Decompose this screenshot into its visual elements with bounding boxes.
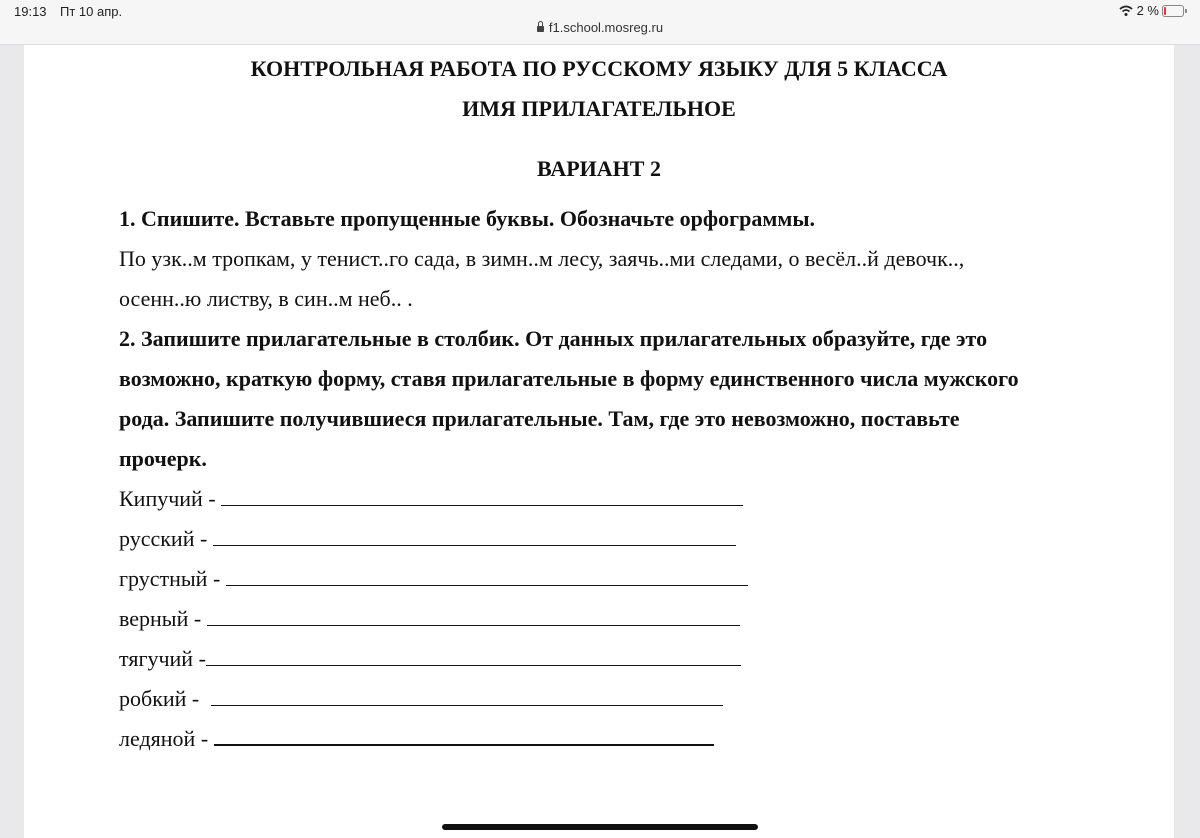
task2-text-line4: прочерк. xyxy=(119,446,207,471)
answer-row-ledyanoy xyxy=(119,726,714,752)
lock-icon xyxy=(537,26,544,32)
document-page xyxy=(24,45,1174,838)
task1-text-line1: По узк..м тропкам, у тенист..го сада, в зимн..м лесу, заячь..ми следами, о весёл..й девочк.., xyxy=(119,246,965,271)
task1-text-line2: осенн..ю листву, в син..м неб.. . xyxy=(119,286,413,311)
word-label: русский - xyxy=(119,526,213,551)
system-indicators xyxy=(1119,3,1184,18)
word-label: грустный - xyxy=(119,566,226,591)
word-label: ледяной - xyxy=(119,726,214,751)
answer-row-grustny xyxy=(119,566,748,592)
status-time: 19:13 xyxy=(14,4,47,19)
answer-row-verny xyxy=(119,606,740,632)
answer-row-tyaguchiy xyxy=(119,646,741,672)
word-label: тягучий - xyxy=(119,646,206,671)
wifi-icon xyxy=(1119,5,1133,17)
word-label: верный - xyxy=(119,606,207,631)
task2-text-line3: рода. Запишите получившиеся прилагательные. Там, где это невозможно, поставьте xyxy=(119,406,960,431)
answer-row-kipuchiy xyxy=(119,486,743,512)
url-text: f1.school.mosreg.ru xyxy=(548,20,664,35)
answer-blank xyxy=(221,487,743,506)
home-indicator[interactable] xyxy=(442,824,758,830)
answer-row-robkiy xyxy=(119,686,723,712)
task1-title: 1. Спишите. Вставьте пропущенные буквы. Обозначьте орфограммы. xyxy=(119,206,815,231)
answer-blank xyxy=(207,607,740,626)
answer-row-russkiy xyxy=(119,526,736,552)
answer-blank xyxy=(226,567,748,586)
answer-blank xyxy=(211,687,723,706)
document-subtitle: ИМЯ ПРИЛАГАТЕЛЬНОЕ xyxy=(462,96,736,121)
answer-blank xyxy=(206,647,741,666)
task2-text-line1: 2. Запишите прилагательные в столбик. От данных прилагательных образуйте, где это xyxy=(119,326,988,351)
answer-blank xyxy=(213,527,736,546)
status-bar xyxy=(0,0,1200,45)
document-title: КОНТРОЛЬНАЯ РАБОТА ПО РУССКОМУ ЯЗЫКУ ДЛЯ 5 КЛАССА xyxy=(250,56,948,81)
battery-icon xyxy=(1162,5,1184,17)
status-date: Пт 10 апр. xyxy=(60,4,123,19)
word-label: Кипучий - xyxy=(119,486,222,511)
battery-percent: 2 % xyxy=(1136,3,1159,18)
answer-blank xyxy=(214,726,714,746)
task2-text-line2: возможно, краткую форму, ставя прилагательные в форму единственного числа мужского xyxy=(119,366,1019,391)
address-bar[interactable] xyxy=(0,20,1200,35)
word-label: робкий - xyxy=(119,686,205,711)
variant-heading: ВАРИАНТ 2 xyxy=(537,156,661,181)
